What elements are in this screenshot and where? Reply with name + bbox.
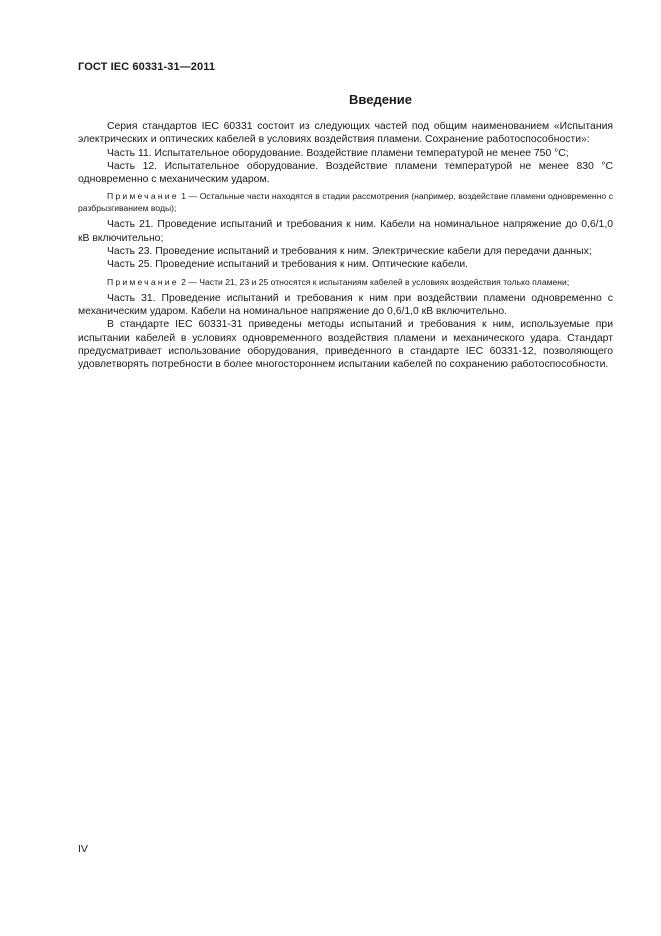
page-number: IV	[78, 843, 88, 855]
intro-paragraph: Серия стандартов IEC 60331 состоит из следующих частей под общим наименованием «Испытания электрических и оптических кабелей в условиях воздействия пламени. Сохранение работоспособности»:	[78, 121, 613, 146]
part-25-paragraph: Часть 25. Проведение испытаний и требования к ним. Оптические кабели.	[107, 259, 469, 271]
final-paragraph: В стандарте IEC 60331-31 приведены методы испытаний и требования к ним, используемые при испытании кабелей в условиях одновременного воздействия пламени и механического удара. Стандарт предусматривает использование оборудования, приведенного в стандарте IEC 60331-12, позволяющего удовлетворять потребности в более многостороннем испытании кабелей по сохранению работоспособности.	[78, 319, 613, 371]
note-2	[78, 276, 613, 288]
part-31-paragraph: Часть 31. Проведение испытаний и требования к ним при воздействии пламени одновременно с механическим ударом. Кабели на номинальное напряжение до 0,6/1,0 кВ включительно.	[78, 292, 613, 317]
note-2-label: Примечание	[107, 276, 179, 287]
document-header: ГОСТ IEC 60331-31—2011	[78, 61, 216, 73]
note-1	[78, 190, 613, 214]
document-body	[78, 120, 613, 371]
part-23-paragraph: Часть 23. Проведение испытаний и требования к ним. Электрические кабели для передачи данных;	[107, 246, 592, 258]
note-1-text: 1 — Остальные части находятся в стадии рассмотрения (например, воздействие пламени одновременно с разбрызгиванием воды);	[78, 191, 613, 214]
note-1-label: Примечание	[107, 191, 179, 202]
part-11-paragraph: Часть 11. Испытательное оборудование. Воздействие пламени температурой не менее 750 °С;	[107, 147, 569, 159]
note-2-text: 2 — Части 21, 23 и 25 относятся к испытаниям кабелей в условиях воздействия только пламени;	[181, 276, 570, 287]
page-title: Введение	[349, 92, 412, 107]
part-12-paragraph: Часть 12. Испытательное оборудование. Воздействие пламени температурой не менее 830 °С одновременно с механическим ударом.	[78, 160, 613, 186]
part-21-paragraph: Часть 21. Проведение испытаний и требования к ним. Кабели на номинальное напряжение до 0,6/1,0 кВ включительно;	[78, 219, 613, 244]
